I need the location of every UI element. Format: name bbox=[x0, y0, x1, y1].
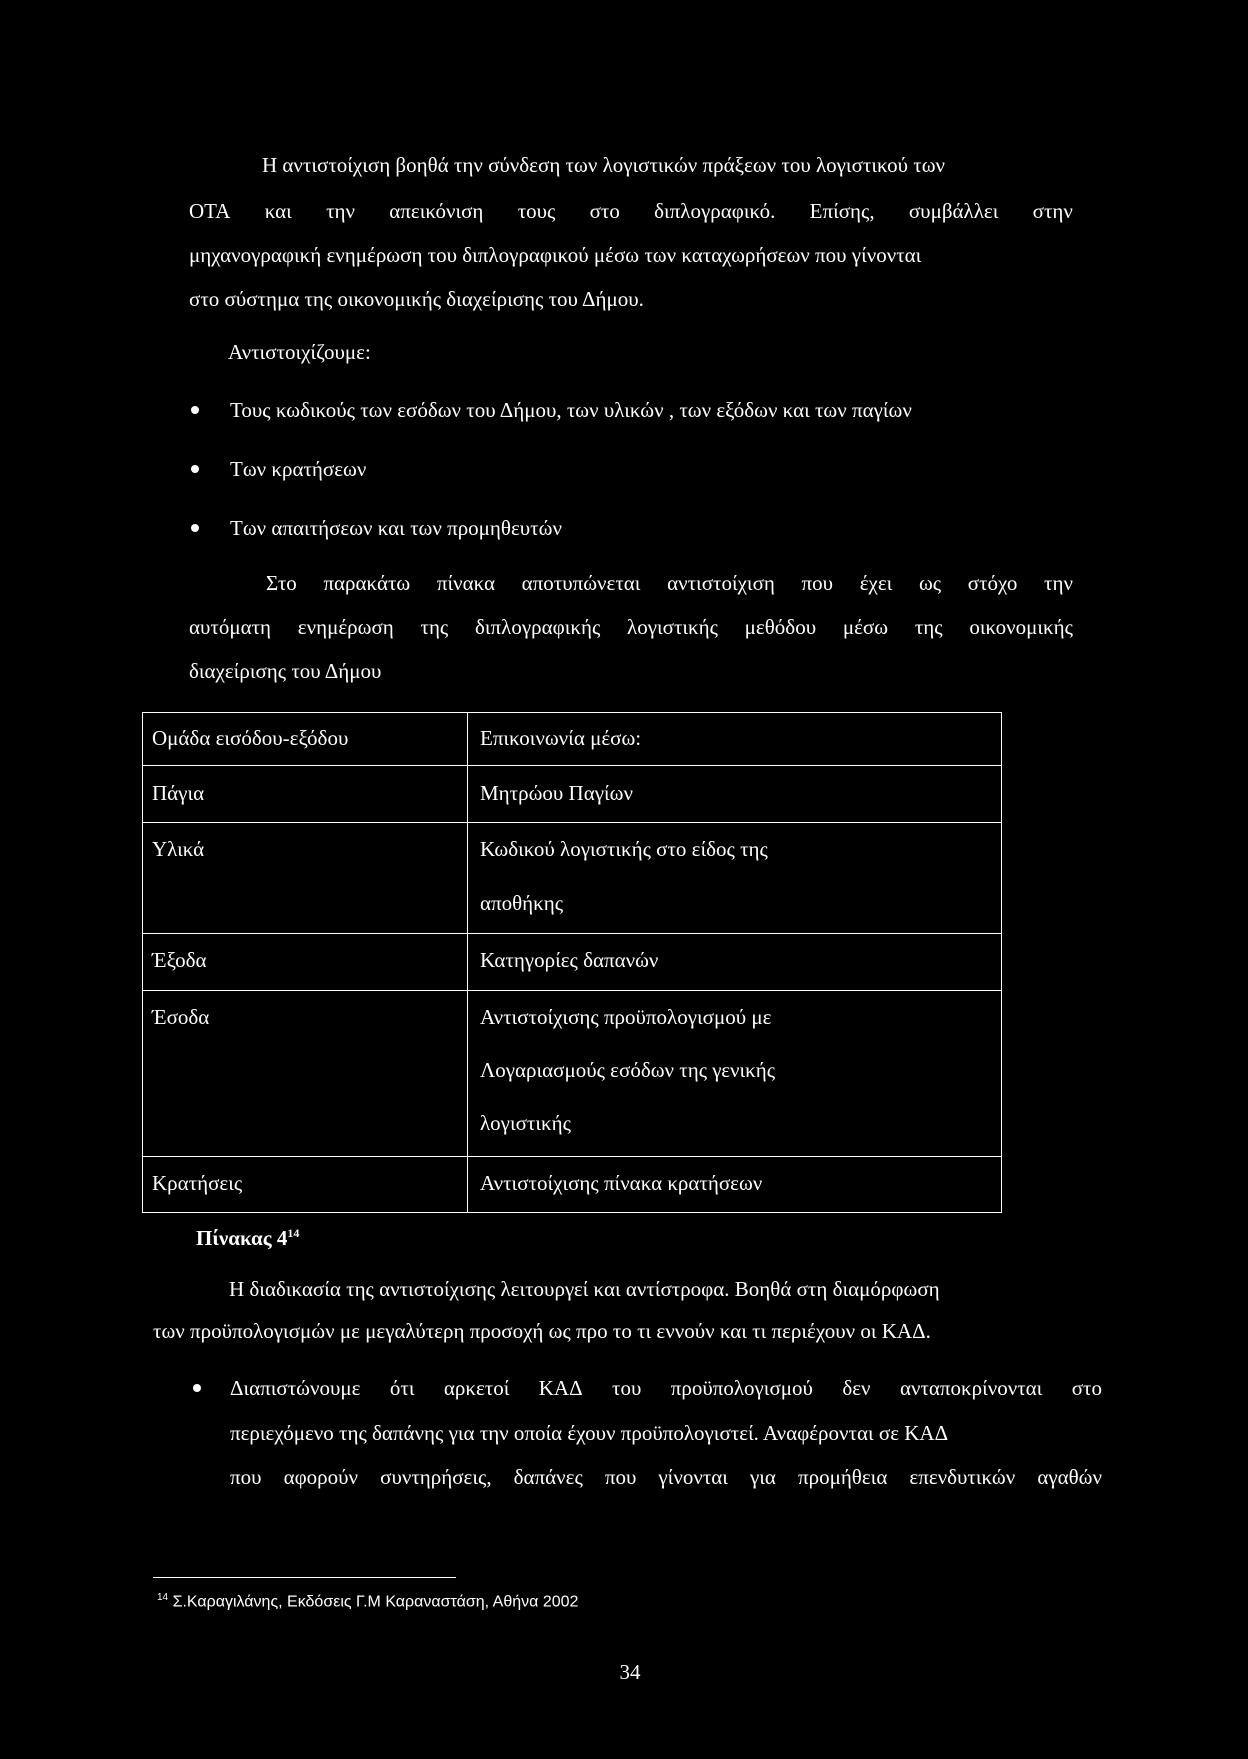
table-cell-via: Αντιστοίχισης πίνακα κρατήσεων bbox=[480, 1171, 763, 1195]
table-cell-via: Κωδικού λογιστικής στο είδος της bbox=[480, 837, 768, 861]
paragraph-1-line-2 bbox=[189, 198, 1073, 224]
table-cell-via: Λογαριασμούς εσόδων της γενικής bbox=[480, 1058, 776, 1082]
word: απεικόνιση bbox=[389, 199, 484, 223]
table-cell-group: Υλικά bbox=[152, 837, 205, 861]
word: λογιστικής bbox=[627, 615, 718, 639]
table-rule bbox=[1001, 712, 1002, 1212]
word: στην bbox=[1032, 199, 1073, 223]
table-rule bbox=[467, 712, 468, 1212]
word: Επίσης, bbox=[809, 199, 875, 223]
word: μέσω bbox=[842, 615, 889, 639]
word: ότι bbox=[389, 1376, 415, 1400]
word: μεθόδου bbox=[744, 615, 817, 639]
bullet-item-2: Των κρατήσεων bbox=[230, 457, 367, 481]
table-rule bbox=[142, 1212, 1002, 1213]
table-cell-group: Έσοδα bbox=[152, 1005, 210, 1029]
table-rule bbox=[142, 712, 143, 1212]
word: την bbox=[1044, 571, 1073, 595]
table-rule bbox=[142, 1156, 1002, 1157]
mapping-table bbox=[142, 712, 1002, 1212]
table-cell-group: Έξοδα bbox=[152, 948, 207, 972]
word: της bbox=[420, 615, 449, 639]
word: δαπάνες bbox=[513, 1465, 583, 1489]
word: για bbox=[749, 1465, 776, 1489]
word: συντηρήσεις, bbox=[380, 1465, 492, 1489]
footnote-number: 14 bbox=[157, 1592, 169, 1603]
word: στόχο bbox=[967, 571, 1018, 595]
bullet-dot bbox=[191, 524, 199, 532]
bullet-item-3: Των απαιτήσεων και των προμηθευτών bbox=[230, 516, 562, 540]
table-rule bbox=[142, 933, 1002, 934]
word: ΟΤΑ bbox=[189, 199, 231, 223]
word: Στο bbox=[266, 571, 297, 595]
word: που bbox=[230, 1465, 262, 1489]
word: την bbox=[326, 199, 355, 223]
word: προμήθεια bbox=[797, 1465, 888, 1489]
paragraph-1-line-4: στο σύστημα της οικονομικής διαχείρισης του Δήμου. bbox=[189, 287, 644, 311]
word: πίνακα bbox=[436, 571, 496, 595]
bullet-2-line-1 bbox=[230, 1375, 1102, 1401]
table-rule bbox=[142, 712, 1002, 713]
paragraph-1-line-1: Η αντιστοίχιση βοηθά την σύνδεση των λογιστικών πράξεων του λογιστικού των bbox=[262, 153, 946, 177]
bullet-dot bbox=[193, 1384, 201, 1392]
word: του bbox=[612, 1376, 642, 1400]
caption-text: Πίνακας 4 bbox=[196, 1226, 288, 1250]
word: επενδυτικών bbox=[909, 1465, 1016, 1489]
word: αγαθών bbox=[1037, 1465, 1102, 1489]
table-rule bbox=[142, 765, 1002, 766]
word: διπλογραφικό. bbox=[654, 199, 776, 223]
word: παρακάτω bbox=[323, 571, 411, 595]
word: οικονομικής bbox=[969, 615, 1073, 639]
word: γίνονται bbox=[658, 1465, 728, 1489]
table-cell-via: λογιστικής bbox=[480, 1111, 571, 1135]
table-cell-via: Κατηγορίες δαπανών bbox=[480, 948, 659, 972]
word: στο bbox=[589, 199, 620, 223]
word: ΚΑΔ bbox=[538, 1376, 583, 1400]
table-rule bbox=[142, 990, 1002, 991]
table-cell-via: αποθήκης bbox=[480, 891, 564, 915]
word: προϋπολογισμού bbox=[670, 1376, 813, 1400]
word: ενημέρωση bbox=[297, 615, 394, 639]
word: διπλογραφικής bbox=[475, 615, 601, 639]
footnote bbox=[157, 1587, 578, 1613]
word: που bbox=[604, 1465, 637, 1489]
intro-text: Αντιστοιχίζουμε: bbox=[228, 340, 371, 364]
word: Διαπιστώνουμε bbox=[230, 1376, 361, 1400]
table-cell-via: Μητρώου Παγίων bbox=[480, 781, 633, 805]
table-header-group: Ομάδα εισόδου-εξόδου bbox=[152, 726, 349, 750]
word: ανταποκρίνονται bbox=[899, 1376, 1043, 1400]
table-header-via: Επικοινωνία μέσω: bbox=[480, 726, 642, 750]
word: αρκετοί bbox=[443, 1376, 510, 1400]
paragraph-1-line-3: μηχανογραφική ενημέρωση του διπλογραφικού μέσω των καταχωρήσεων που γίνονται bbox=[189, 243, 922, 267]
word: έχει bbox=[859, 571, 893, 595]
word: ως bbox=[918, 571, 942, 595]
word: και bbox=[264, 199, 292, 223]
word: αποτυπώνεται bbox=[521, 571, 641, 595]
table-rule bbox=[142, 822, 1002, 823]
table-cell-group: Κρατήσεις bbox=[152, 1171, 243, 1195]
paragraph-3-line-1: Η διαδικασία της αντιστοίχισης λειτουργεί και αντίστροφα. Βοηθά στη διαμόρφωση bbox=[229, 1277, 940, 1301]
paragraph-2-line-1 bbox=[266, 570, 1073, 596]
footnote-text: Σ.Καραγιλάνης, Εκδόσεις Γ.Μ Καραναστάση, Αθήνα 2002 bbox=[168, 1593, 579, 1611]
caption-footnote-ref: 14 bbox=[287, 1226, 300, 1240]
footnote-separator bbox=[153, 1577, 456, 1578]
word: αφορούν bbox=[283, 1465, 359, 1489]
page-number: 34 bbox=[619, 1660, 641, 1684]
word: της bbox=[914, 615, 943, 639]
word: αντιστοίχιση bbox=[667, 571, 775, 595]
word: που bbox=[801, 571, 834, 595]
paragraph-2-line-3: διαχείρισης του Δήμου bbox=[189, 659, 382, 683]
word: αυτόματη bbox=[189, 615, 272, 639]
table-cell-group: Πάγια bbox=[152, 781, 205, 805]
bullet-item-1: Τους κωδικούς των εσόδων του Δήμου, των υλικών , των εξόδων και των παγίων bbox=[230, 398, 912, 422]
bullet-2-line-2: περιεχόμενο της δαπάνης για την οποία έχουν προϋπολογιστεί. Αναφέρονται σε ΚΑΔ bbox=[230, 1421, 949, 1445]
table-cell-via: Αντιστοίχισης προϋπολογισμού με bbox=[480, 1005, 772, 1029]
word: συμβάλλει bbox=[908, 199, 999, 223]
bullet-2-line-3 bbox=[230, 1464, 1102, 1490]
paragraph-2-line-2 bbox=[189, 614, 1073, 640]
bullet-dot bbox=[191, 406, 199, 414]
word: στο bbox=[1071, 1376, 1102, 1400]
paragraph-3-line-2: των προϋπολογισμών με μεγαλύτερη προσοχή ως προ το τι εννούν και τι περιέχουν οι ΚΑΔ. bbox=[153, 1319, 931, 1343]
word: δεν bbox=[842, 1376, 871, 1400]
word: τους bbox=[517, 199, 556, 223]
table-caption bbox=[196, 1226, 299, 1251]
bullet-dot bbox=[191, 465, 199, 473]
